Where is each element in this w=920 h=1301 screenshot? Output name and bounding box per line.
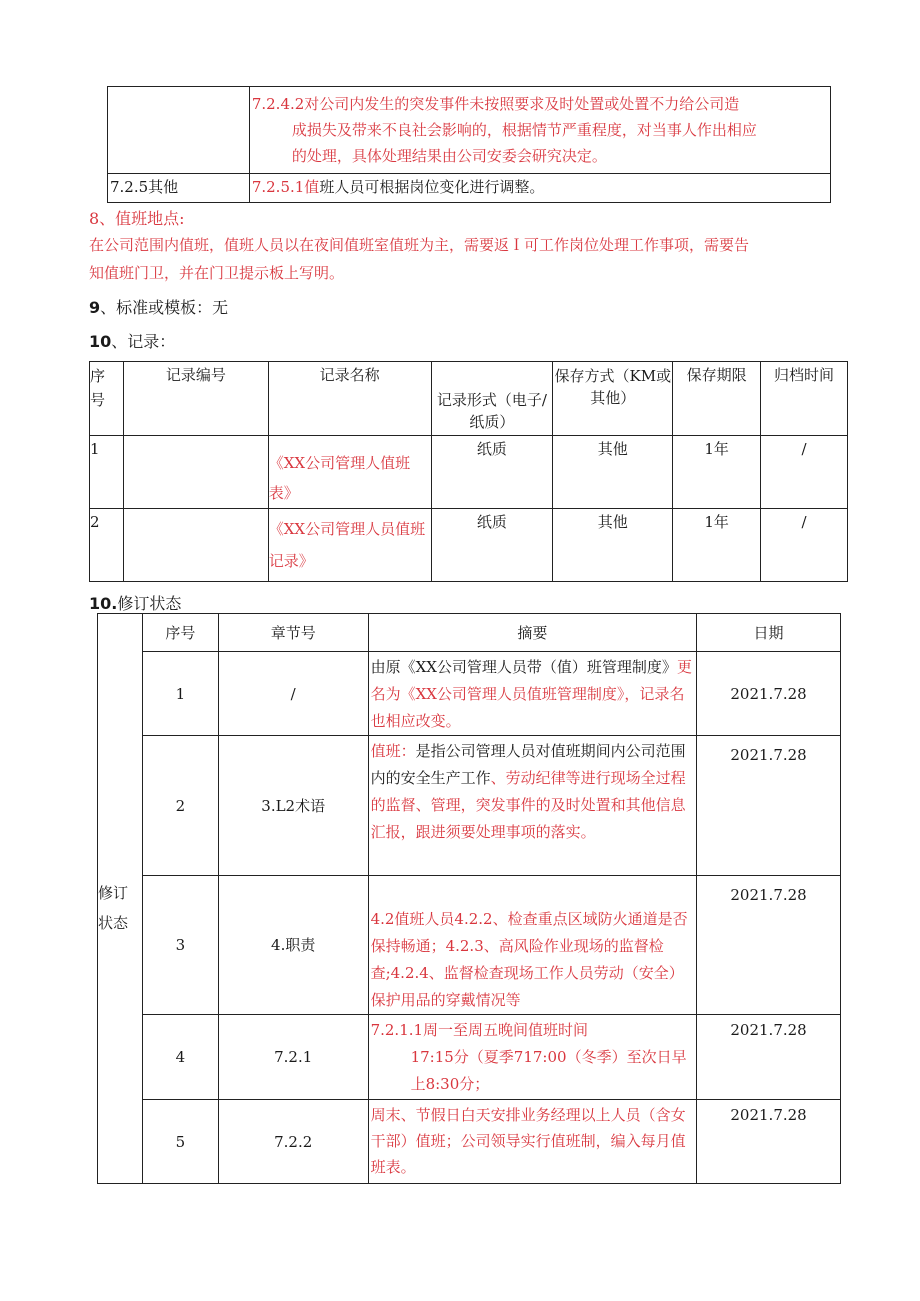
revision-seq: 3 bbox=[142, 876, 218, 1015]
table-row bbox=[90, 436, 848, 509]
summary-text: 值班： bbox=[370, 742, 416, 760]
summary-text: 17:15分（夏季717:00（冬季）至次日早上8:30分； bbox=[410, 1048, 687, 1093]
revision-seq: 5 bbox=[142, 1100, 218, 1184]
header-chapter: 章节号 bbox=[218, 614, 368, 652]
record-archive: / bbox=[761, 436, 848, 509]
section-10-title bbox=[89, 329, 175, 352]
record-save: 其他 bbox=[553, 509, 673, 582]
record-code bbox=[123, 436, 268, 509]
section-9-number: 9 bbox=[89, 298, 101, 317]
revision-title bbox=[89, 591, 181, 614]
section-9-text: 、标准或模板：无 bbox=[100, 298, 229, 317]
table-row bbox=[98, 1100, 841, 1184]
table-row bbox=[98, 736, 841, 876]
record-seq: 2 bbox=[90, 509, 124, 582]
record-seq: 1 bbox=[90, 436, 124, 509]
record-form: 纸质 bbox=[431, 509, 553, 582]
revision-summary: 4.2值班人员4.2.2、检查重点区域防火通道是否保持畅通；4.2.3、高风险作业现场的监督检查;4.2.4、监督检查现场工作人员劳动（安全）保护用品的穿戴情况等 bbox=[368, 876, 697, 1015]
revision-table bbox=[97, 613, 841, 1184]
rule-7-2-5-1-cell bbox=[249, 174, 830, 203]
header-seq: 序号 bbox=[142, 614, 218, 652]
record-code bbox=[123, 509, 268, 582]
side-label-line: 修订 bbox=[98, 883, 129, 902]
side-label-line: 状态 bbox=[98, 913, 129, 932]
revision-date: 2021.7.28 bbox=[697, 1015, 841, 1100]
record-period: 1年 bbox=[673, 509, 761, 582]
revision-seq: 4 bbox=[142, 1015, 218, 1100]
section-8-line: 在公司范围内值班，值班人员以在夜间值班室值班为主，需要返Ｉ可工作岗位处理工作事项，需要告 bbox=[89, 236, 750, 254]
rule-number: 7.2.5.1值 bbox=[251, 178, 320, 196]
header-seq-line: 序 bbox=[90, 367, 106, 385]
section-10-number: 10 bbox=[89, 332, 112, 351]
section-9-title bbox=[89, 295, 228, 318]
header-seq-line: 号 bbox=[90, 391, 106, 409]
table-row bbox=[90, 509, 848, 582]
header-date: 日期 bbox=[697, 614, 841, 652]
header-code: 记录编号 bbox=[123, 362, 268, 436]
duty-rules-table bbox=[107, 86, 831, 203]
header-archive: 归档时间 bbox=[761, 362, 848, 436]
revision-chapter: 4.职责 bbox=[218, 876, 368, 1015]
header-seq bbox=[90, 362, 124, 436]
summary-text: 是指公司管理人员对值班期间内公司范围内的安全生产工作 bbox=[370, 742, 686, 787]
revision-date: 2021.7.28 bbox=[697, 1100, 841, 1184]
revision-chapter: 7.2.2 bbox=[218, 1100, 368, 1184]
section-8-title: 8、值班地点: bbox=[89, 209, 185, 228]
summary-text: 由原《XX公司管理人员带（值）班管理制度》 bbox=[370, 658, 677, 676]
record-save: 其他 bbox=[553, 436, 673, 509]
revision-date: 2021.7.28 bbox=[697, 876, 841, 1015]
records-table bbox=[89, 361, 848, 582]
rule-line: 的处理，具体处理结果由公司安委会研究决定。 bbox=[291, 147, 607, 165]
record-period: 1年 bbox=[673, 436, 761, 509]
table-row bbox=[98, 652, 841, 736]
revision-summary: 周末、节假日白天安排业务经理以上人员（含女干部）值班；公司领导实行值班制，编入每月值班表。 bbox=[368, 1100, 697, 1184]
revision-seq: 1 bbox=[142, 652, 218, 736]
summary-text: 7.2.1.1周一至周五晚间值班时间 bbox=[370, 1021, 589, 1039]
rule-line: 成损失及带来不良社会影响的，根据情节严重程度，对当事人作出相应 bbox=[291, 121, 757, 139]
revision-side-label bbox=[98, 614, 143, 1184]
record-name: 《XX公司管理人值班表》 bbox=[268, 436, 431, 509]
revision-chapter: 7.2.1 bbox=[218, 1015, 368, 1100]
header-form: 记录形式（电子/纸质） bbox=[431, 362, 553, 436]
section-8-body bbox=[89, 231, 841, 287]
record-name: 《XX公司管理人员值班记录》 bbox=[268, 509, 431, 582]
header-period: 保存期限 bbox=[673, 362, 761, 436]
summary-text: 更名为《XX公司管理人员值班管理制度》，记录名也相应改变。 bbox=[370, 658, 692, 730]
table-row bbox=[98, 876, 841, 1015]
rule-section-cell: 7.2.5其他 bbox=[108, 174, 250, 203]
summary-text: 、劳动纪律等进行现场全过程的监督、管理，突发事件的及时处置和其他信息汇报，跟进须要处理事项的落实。 bbox=[370, 769, 686, 841]
revision-summary bbox=[368, 1015, 697, 1100]
record-form: 纸质 bbox=[431, 436, 553, 509]
revision-title-text: 修订状态 bbox=[117, 594, 182, 613]
table-header-row bbox=[90, 362, 848, 436]
header-save: 保存方式（KM或其他） bbox=[553, 362, 673, 436]
header-name: 记录名称 bbox=[268, 362, 431, 436]
revision-chapter: 3.L2术语 bbox=[218, 736, 368, 876]
record-archive: / bbox=[761, 509, 848, 582]
revision-summary bbox=[368, 736, 697, 876]
header-summary: 摘要 bbox=[368, 614, 697, 652]
revision-summary bbox=[368, 652, 697, 736]
rule-section-cell bbox=[108, 87, 250, 174]
revision-date: 2021.7.28 bbox=[697, 652, 841, 736]
revision-title-number: 10. bbox=[89, 594, 118, 613]
section-10-text: 、记录： bbox=[111, 332, 176, 351]
revision-chapter: / bbox=[218, 652, 368, 736]
rule-text: 班人员可根据岗位变化进行调整。 bbox=[319, 178, 545, 196]
section-8-line: 知值班门卫，并在门卫提示板上写明。 bbox=[89, 264, 345, 282]
revision-date: 2021.7.28 bbox=[697, 736, 841, 876]
table-header-row bbox=[98, 614, 841, 652]
table-row bbox=[108, 174, 831, 203]
revision-seq: 2 bbox=[142, 736, 218, 876]
table-row bbox=[108, 87, 831, 174]
table-row bbox=[98, 1015, 841, 1100]
rule-7-2-4-2-cell bbox=[249, 87, 830, 174]
rule-line: 7.2.4.2对公司内发生的突发事件未按照要求及时处置或处置不力给公司造 bbox=[251, 95, 740, 113]
